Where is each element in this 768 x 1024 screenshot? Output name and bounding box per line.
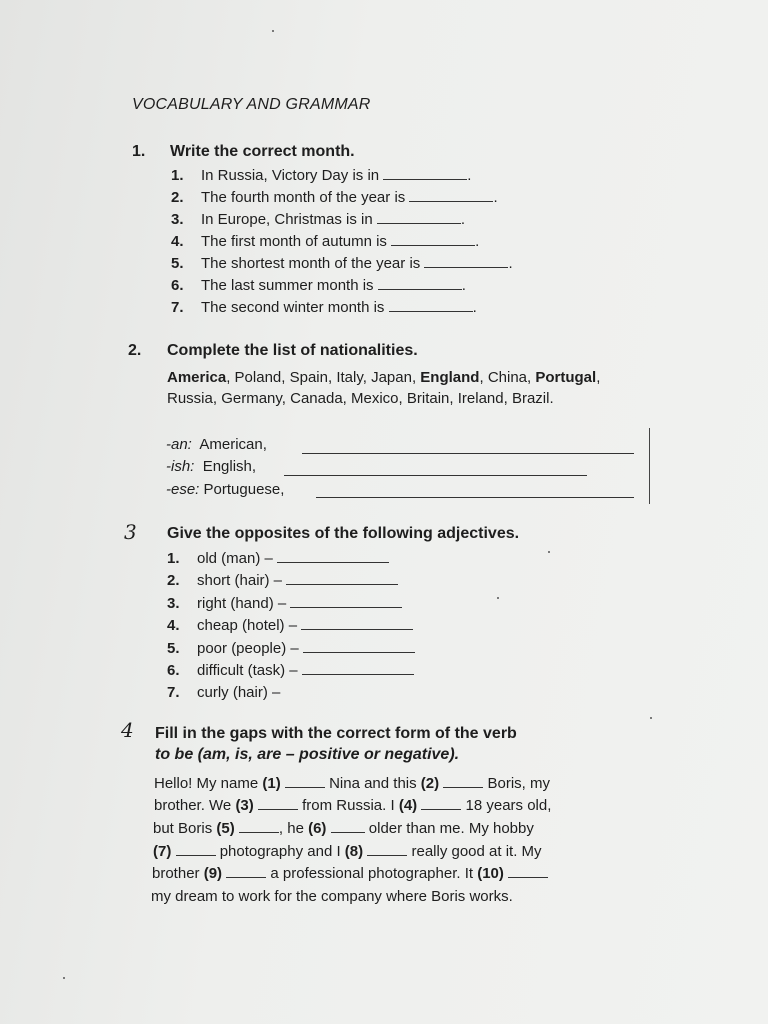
paper-speck [497, 597, 499, 599]
paper-speck [548, 551, 550, 553]
suffix-example: American, [199, 436, 267, 453]
item-number: 6. [167, 662, 180, 679]
gap-blank[interactable] [226, 865, 266, 878]
paper-speck [650, 717, 652, 719]
text-segment: , he [278, 820, 304, 837]
gap-number: (8) [344, 843, 364, 860]
answer-blank[interactable] [303, 640, 415, 653]
answer-blank[interactable] [301, 617, 413, 630]
answer-blank[interactable] [377, 211, 461, 224]
answer-line[interactable] [316, 497, 634, 498]
suffix-row-ish [166, 458, 256, 475]
text-segment: Boris, my [487, 775, 550, 792]
gap-text-line-6: my dream to work for the company where Boris works. [151, 888, 513, 905]
s1-item-3: 3. In Europe, Christmas is in . [171, 211, 466, 228]
answer-blank[interactable] [378, 277, 462, 290]
gap-blank[interactable] [285, 775, 325, 788]
country: Germany [221, 390, 282, 407]
item-text: short (hair) – [197, 572, 283, 589]
gap-text-line-4 [153, 841, 542, 863]
s1-item-4: 4. The first month of autumn is . [171, 233, 480, 250]
gap-number: (4) [398, 797, 418, 814]
answer-line[interactable] [284, 475, 587, 476]
answer-line[interactable] [302, 453, 634, 454]
s3-item-6 [167, 662, 414, 679]
suffix-label: -ese: [166, 481, 200, 498]
item-text: The last summer month is [201, 277, 374, 294]
section-4-title-line-2: to be (am, is, are – positive or negative). [155, 746, 460, 763]
gap-blank[interactable] [421, 797, 461, 810]
s1-item-5: 5. The shortest month of the year is . [171, 255, 513, 272]
gap-number: (7) [153, 843, 172, 860]
item-text: The fourth month of the year is [201, 189, 406, 206]
s3-item-2 [167, 572, 398, 589]
country: Ireland [457, 390, 504, 407]
text-segment: from Russia. I [302, 797, 395, 814]
s1-item-2: 2. The fourth month of the year is . [171, 189, 498, 206]
paper-speck [63, 977, 65, 979]
item-number: 6. [171, 277, 184, 294]
item-number: 7. [171, 299, 184, 316]
gap-blank[interactable] [508, 865, 548, 878]
country: Britain [406, 390, 450, 407]
country: Italy [336, 369, 363, 386]
text-segment: really good at it. My [411, 843, 542, 860]
s1-item-1: 1. In Russia, Victory Day is in . [171, 167, 472, 184]
gap-number: (1) [262, 775, 281, 792]
suffix-example: Portuguese, [203, 481, 285, 498]
country: Russia [167, 390, 213, 407]
gap-text-line-1 [154, 773, 550, 795]
item-text: The first month of autumn is [201, 233, 387, 250]
item-text: The shortest month of the year is [201, 255, 421, 272]
text-segment: 18 years old, [465, 797, 552, 814]
page-heading: VOCABULARY AND GRAMMAR [132, 96, 371, 113]
item-number: 2. [167, 572, 180, 589]
item-number: 1. [171, 167, 184, 184]
item-number: 1. [167, 550, 180, 567]
answer-blank[interactable] [302, 662, 414, 675]
gap-number: (10) [477, 865, 504, 882]
answer-blank[interactable] [383, 167, 467, 180]
section-2-title: Complete the list of nationalities. [167, 342, 418, 359]
gap-blank[interactable] [443, 775, 483, 788]
item-text: In Europe, Christmas is in [201, 211, 373, 228]
gap-text-line-5 [152, 863, 548, 885]
item-text: difficult (task) – [197, 662, 298, 679]
text-segment: brother [152, 865, 200, 882]
s3-item-7 [167, 684, 280, 701]
gap-number: (2) [420, 775, 440, 792]
country: Portugal [535, 369, 597, 386]
s1-item-6: 6. The last summer month is . [171, 277, 466, 294]
answer-blank[interactable] [277, 550, 389, 563]
item-text: The second winter month is [201, 299, 385, 316]
text-segment: older than me. My hobby [368, 820, 534, 837]
s1-item-7: 7. The second winter month is . [171, 299, 477, 316]
item-number: 3. [167, 595, 180, 612]
country: Japan [371, 369, 412, 386]
item-number: 5. [171, 255, 184, 272]
section-4-number: 4 [121, 718, 134, 742]
s3-item-1 [167, 550, 389, 567]
section-1-title: Write the correct month. [170, 143, 355, 160]
gap-blank[interactable] [331, 820, 365, 833]
country: Canada [290, 390, 343, 407]
item-number: 7. [167, 684, 180, 701]
gap-text-line-3 [153, 818, 534, 840]
item-number: 4. [171, 233, 184, 250]
section-1-number: 1. [132, 143, 146, 160]
answer-blank[interactable] [286, 572, 398, 585]
text-segment: a professional photographer. It [270, 865, 474, 882]
text-segment: photography and I [219, 843, 341, 860]
suffix-row-an [166, 436, 267, 453]
item-text: In Russia, Victory Day is in [201, 167, 380, 184]
text-segment: brother. We [154, 797, 232, 814]
gap-blank[interactable] [239, 820, 279, 833]
section-3-title: Give the opposites of the following adjectives. [167, 525, 520, 542]
section-3-number: 3 [124, 520, 137, 544]
item-text: cheap (hotel) – [197, 617, 298, 634]
item-number: 2. [171, 189, 184, 206]
answer-blank[interactable] [409, 189, 493, 202]
item-number: 5. [167, 640, 180, 657]
answer-blank[interactable] [290, 595, 402, 608]
item-text: old (man) – [197, 550, 273, 567]
paper-speck [272, 30, 274, 32]
gap-number: (9) [203, 865, 223, 882]
gap-blank[interactable] [176, 843, 216, 856]
s3-item-3 [167, 595, 402, 612]
text-segment: Nina and this [329, 775, 417, 792]
item-text: poor (people) – [197, 640, 299, 657]
country-list: America, Poland, Spain, Italy, Japan, England, China, Portugal, Russia, Germany, Canada, Mexico, Britain, Ireland, Brazil. [167, 369, 601, 407]
suffix-example: English, [202, 458, 257, 475]
text-segment: but Boris [153, 820, 213, 837]
item-number: 3. [171, 211, 184, 228]
item-text: right (hand) – [197, 595, 287, 612]
answer-blank[interactable] [389, 299, 473, 312]
gap-text-line-2 [154, 795, 551, 817]
section-4-title-line-1: Fill in the gaps with the correct form of the verb [155, 725, 517, 742]
country: America [167, 369, 227, 386]
gap-blank[interactable] [258, 797, 298, 810]
s3-item-4 [167, 617, 413, 634]
gap-blank[interactable] [367, 843, 407, 856]
country: Mexico [351, 390, 399, 407]
suffix-row-ese [166, 481, 284, 498]
country: Spain [289, 369, 328, 386]
item-text: curly (hair) – [197, 684, 281, 701]
country: England [420, 369, 480, 386]
s3-item-5 [167, 640, 415, 657]
suffix-label: -ish: [166, 458, 195, 475]
gap-number: (6) [308, 820, 327, 837]
answer-blank[interactable] [424, 255, 508, 268]
gap-number: (3) [235, 797, 254, 814]
country: Poland [234, 369, 282, 386]
answer-blank[interactable] [391, 233, 475, 246]
margin-line [649, 428, 650, 504]
suffix-label: -an: [166, 436, 192, 453]
section-2-number: 2. [128, 342, 142, 359]
country: China [487, 369, 528, 386]
gap-number: (5) [216, 820, 235, 837]
item-number: 4. [167, 617, 180, 634]
text-segment: Hello! My name [154, 775, 259, 792]
country: Brazil [511, 390, 550, 407]
